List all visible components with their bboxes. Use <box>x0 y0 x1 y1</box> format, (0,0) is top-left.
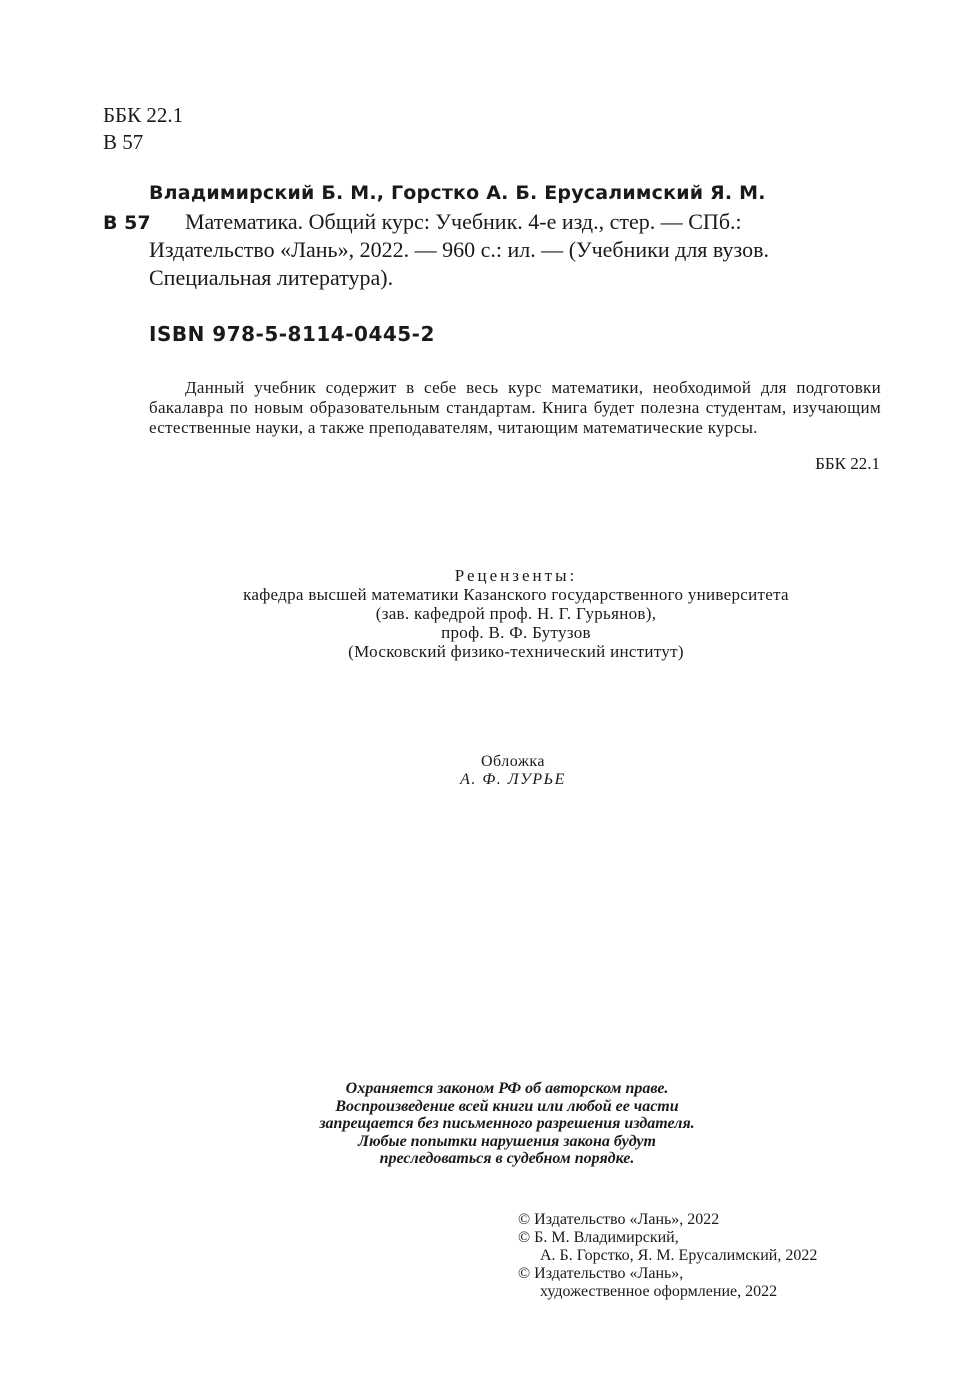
legal-line: преследоваться в судебном порядке. <box>379 1150 635 1167</box>
legal-line: Воспроизведение всей книги или любой ее части <box>335 1097 679 1115</box>
bbk-code: ББК 22.1 <box>103 103 184 127</box>
bibliographic-line: Математика. Общий курс: Учебник. 4-е изд., стер. — СПб.: <box>185 209 742 234</box>
authors-heading: Владимирский Б. М., Горстко А. Б. Ерусалимский Я. М. <box>149 182 766 204</box>
bibliographic-line: Издательство «Лань», 2022. — 960 с.: ил. — (Учебники для вузов. <box>149 237 770 262</box>
bibliographic-line: Специальная литература). <box>149 265 394 290</box>
author-mark: В 57 <box>103 130 144 154</box>
annotation-text: Данный учебник содержит в себе весь курс математики, необходимой для подготовки бакалавра по новым образовательным стандартам. Книга будет полезна студентам, изучающим естественные науки, а также преподавателям, читающим математические курсы. <box>149 378 881 437</box>
copyright-line: © Издательство «Лань», 2022 <box>518 1211 720 1228</box>
legal-line: Охраняется законом РФ об авторском праве. <box>345 1080 669 1097</box>
copyright-line: © Б. М. Владимирский, <box>518 1229 679 1246</box>
copyright-block <box>518 1211 817 1301</box>
reviewers-block <box>100 566 932 661</box>
legal-line: запрещается без письменного разрешения издателя. <box>319 1115 695 1132</box>
reviewer-line: (Московский физико-технический институт) <box>348 642 684 661</box>
cover-designer: А. Ф. ЛУРЬЕ <box>460 771 566 788</box>
copyright-line: художественное оформление, 2022 <box>540 1283 778 1300</box>
classification-block <box>103 102 183 156</box>
cover-label: Обложка <box>480 753 546 770</box>
reviewers-heading: Рецензенты: <box>454 566 578 585</box>
cover-credit <box>100 753 926 789</box>
bibliographic-description <box>149 208 881 292</box>
annotation-bbk: ББК 22.1 <box>815 454 880 473</box>
entry-code: В 57 <box>103 212 151 234</box>
legal-notice <box>100 1080 914 1168</box>
copyright-line: А. Б. Горстко, Я. М. Ерусалимский, 2022 <box>540 1247 818 1264</box>
annotation <box>149 378 881 438</box>
legal-line: Любые попытки нарушения закона будут <box>358 1132 656 1150</box>
copyright-line: © Издательство «Лань», <box>518 1265 684 1282</box>
isbn: ISBN 978-5-8114-0445-2 <box>149 322 435 346</box>
reviewer-line: проф. В. Ф. Бутузов <box>441 623 591 642</box>
reviewer-line: кафедра высшей математики Казанского государственного университета <box>243 585 789 604</box>
reviewer-line: (зав. кафедрой проф. Н. Г. Гурьянов), <box>375 604 657 623</box>
